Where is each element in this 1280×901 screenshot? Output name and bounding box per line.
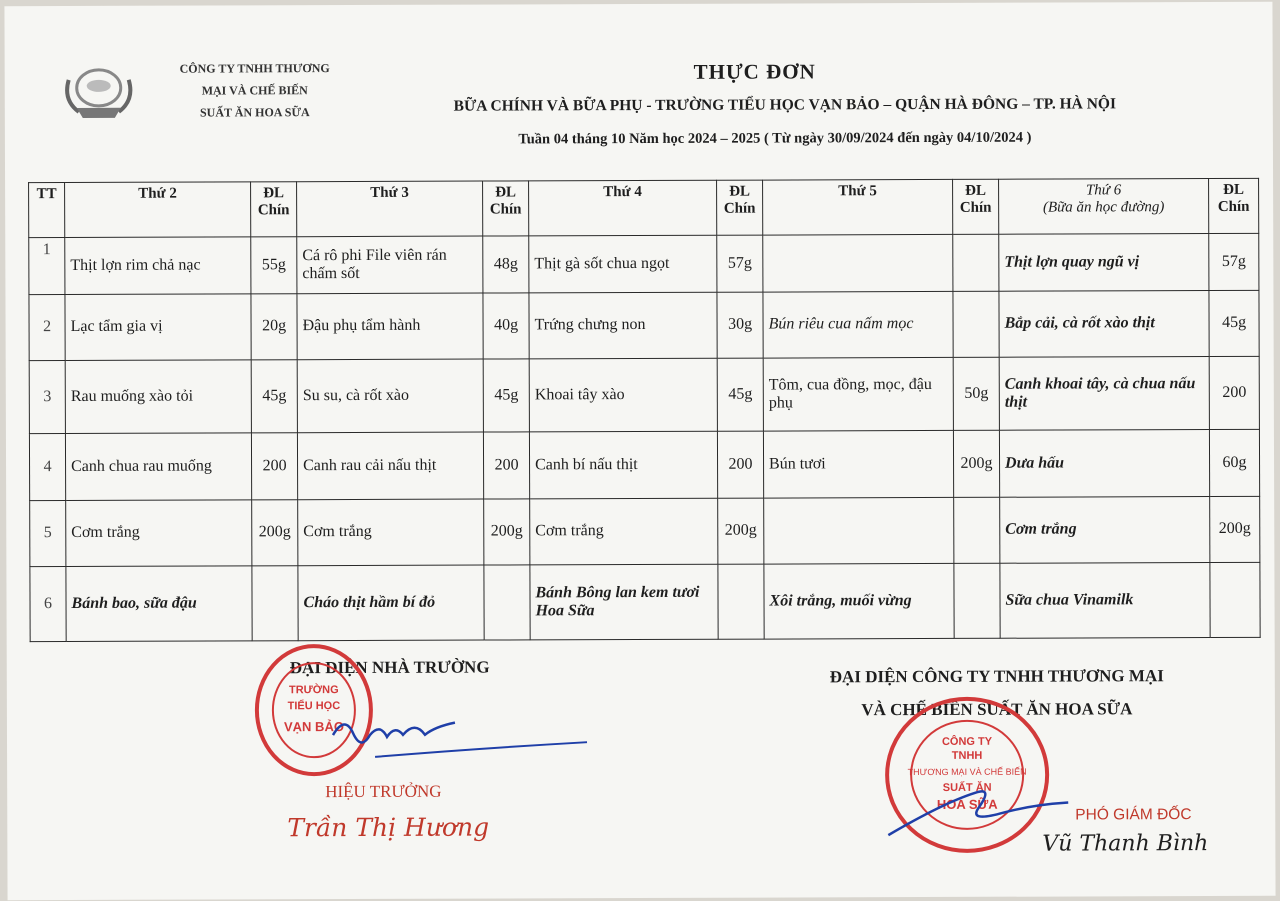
header-dl: [953, 179, 999, 234]
portion-cell: 45g: [717, 358, 763, 431]
menu-document: [4, 2, 1275, 900]
portion-cell: [1210, 563, 1260, 638]
dl-label: ĐL: [965, 182, 987, 199]
company-line: CÔNG TY TNHH THƯƠNG: [179, 61, 330, 76]
portion-cell: [718, 564, 764, 639]
portion-cell: 57g: [1209, 233, 1259, 290]
row-number: 6: [30, 567, 66, 642]
dish-cell: Cơm trắng: [298, 499, 484, 566]
row-number: 5: [30, 500, 66, 567]
portion-cell: 200: [483, 432, 529, 499]
svg-text:VẠN BẢO: VẠN BẢO: [283, 719, 344, 735]
page-subtitle: BỮA CHÍNH VÀ BỮA PHỤ - TRƯỜNG TIỂU HỌC VẠN BẢO – QUẬN HÀ ĐÔNG – TP. HÀ NỘI: [453, 95, 1117, 115]
dish-cell: [764, 497, 954, 564]
dl-label: ĐL: [495, 184, 517, 201]
dish-cell: Canh rau cải nấu thịt: [297, 432, 483, 499]
portion-cell: 40g: [483, 292, 529, 359]
dl-label: Chín: [959, 199, 992, 216]
dish-cell: Thịt lợn quay ngũ vị: [999, 234, 1209, 291]
dish-cell: Cơm trắng: [530, 498, 718, 565]
dish-cell: Trứng chưng non: [529, 292, 717, 359]
table-row: [29, 233, 1259, 294]
portion-cell: [954, 563, 1000, 638]
dish-cell: Lạc tẩm gia vị: [65, 293, 251, 360]
table-row: [29, 357, 1259, 434]
day6-note: (Bữa ăn học đường): [1042, 199, 1165, 216]
row-number: 4: [29, 433, 65, 500]
header-day-6: [999, 179, 1209, 235]
dl-label: ĐL: [263, 185, 285, 202]
portion-cell: 50g: [953, 357, 999, 430]
portion-cell: [484, 565, 530, 640]
portion-cell: 30g: [717, 292, 763, 359]
svg-text:TNHH: TNHH: [951, 749, 983, 762]
header-day: Thứ 4: [529, 180, 717, 236]
header-tt: TT: [29, 183, 65, 238]
dish-cell: Bún tươi: [763, 430, 953, 497]
portion-cell: 57g: [717, 235, 763, 292]
dish-cell: Su su, cà rốt xào: [297, 359, 483, 432]
company-rep-line: VÀ CHẾ BIẾN SUẤT ĂN HOA SỮA: [861, 699, 1133, 720]
portion-cell: 200g: [252, 499, 298, 566]
svg-text:HOA SỮA: HOA SỮA: [936, 796, 998, 812]
row-number: 3: [29, 361, 65, 434]
dish-cell: Cá rô phi File viên rán chấm sốt: [297, 236, 483, 293]
portion-cell: 200g: [953, 430, 999, 497]
dish-cell: Bánh bao, sữa đậu: [66, 566, 252, 641]
day6-label: Thứ 6: [1085, 182, 1122, 199]
header-day: Thứ 2: [65, 182, 251, 238]
vice-director-label: PHÓ GIÁM ĐỐC: [1075, 806, 1192, 824]
portion-cell: 45g: [483, 359, 529, 432]
header-dl: [483, 181, 529, 236]
dish-cell: Bắp cải, cà rốt xào thịt: [999, 290, 1209, 357]
dish-cell: Cháo thịt hầm bí đỏ: [298, 565, 484, 640]
company-logo-icon: [57, 60, 141, 126]
table-row: [30, 563, 1260, 642]
vice-director-name: Vũ Thanh Bình: [1042, 831, 1209, 857]
dl-label: Chín: [1217, 198, 1250, 215]
portion-cell: 20g: [251, 293, 297, 360]
principal-name: Trần Thị Hương: [287, 812, 490, 843]
dish-cell: Xôi trắng, muối vừng: [764, 564, 954, 639]
dish-cell: Rau muống xào tỏi: [65, 360, 251, 433]
svg-text:THƯƠNG MẠI VÀ CHẾ BIẾN: THƯƠNG MẠI VÀ CHẾ BIẾN: [907, 766, 1027, 778]
portion-cell: [953, 234, 999, 291]
dl-label: Chín: [723, 200, 756, 217]
portion-cell: [252, 566, 298, 641]
dish-cell: Thịt gà sốt chua ngọt: [529, 235, 717, 292]
header-dl: [251, 182, 297, 237]
dish-cell: Bánh Bông lan kem tươi Hoa Sữa: [530, 564, 718, 639]
svg-text:CÔNG TY: CÔNG TY: [941, 735, 993, 748]
portion-cell: 200: [1209, 357, 1259, 430]
dish-cell: Bún riêu cua nấm mọc: [763, 291, 953, 358]
header-dl: [1209, 178, 1259, 233]
page-title: THỰC ĐƠN: [693, 59, 816, 84]
week-range: Tuần 04 tháng 10 Năm học 2024 – 2025 ( Từ ngày 30/09/2024 đến ngày 04/10/2024 ): [518, 129, 1032, 148]
portion-cell: 60g: [1209, 429, 1259, 496]
dish-cell: Đậu phụ tẩm hành: [297, 293, 483, 360]
header-day: Thứ 5: [763, 179, 953, 235]
svg-text:TIỂU HỌC: TIỂU HỌC: [287, 700, 341, 713]
dish-cell: Dưa hấu: [999, 429, 1209, 496]
row-number: 2: [29, 294, 65, 361]
company-name: [155, 57, 355, 124]
portion-cell: 45g: [251, 360, 297, 433]
table-header-row: [29, 178, 1259, 237]
principal-label: HIỆU TRƯỞNG: [325, 781, 442, 802]
svg-text:TRƯỜNG: TRƯỜNG: [288, 684, 339, 697]
dish-cell: [763, 234, 953, 291]
dl-label: Chín: [489, 201, 522, 218]
portion-cell: [953, 291, 999, 358]
portion-cell: 200g: [718, 498, 764, 565]
portion-cell: 200g: [484, 498, 530, 565]
portion-cell: 200g: [1210, 496, 1260, 563]
school-representative-title: ĐẠI DIỆN NHÀ TRƯỜNG: [289, 657, 490, 678]
dish-cell: Canh khoai tây, cà chua nấu thịt: [999, 357, 1209, 430]
company-line: MẠI VÀ CHẾ BIẾN: [201, 83, 308, 98]
principal-signature: [325, 704, 595, 775]
dl-label: ĐL: [1223, 181, 1245, 198]
portion-cell: 200: [717, 431, 763, 498]
table-row: [30, 496, 1260, 567]
dl-label: Chín: [257, 202, 290, 219]
dish-cell: Cơm trắng: [66, 499, 252, 566]
table-row: [29, 290, 1259, 361]
portion-cell: 200: [251, 433, 297, 500]
svg-text:SUẤT ĂN: SUẤT ĂN: [942, 781, 992, 794]
dish-cell: Canh bí nấu thịt: [529, 431, 717, 498]
menu-table: [28, 178, 1261, 642]
company-line: SUẤT ĂN HOA SỮA: [199, 105, 310, 120]
row-number: 1: [29, 238, 65, 295]
portion-cell: 45g: [1209, 290, 1259, 357]
dish-cell: Canh chua rau muống: [65, 433, 251, 500]
table-row: [29, 429, 1259, 500]
dl-label: ĐL: [729, 183, 751, 200]
portion-cell: 48g: [483, 236, 529, 293]
dish-cell: Tôm, cua đồng, mọc, đậu phụ: [763, 358, 953, 431]
portion-cell: 55g: [251, 237, 297, 294]
dish-cell: Sữa chua Vinamilk: [1000, 563, 1210, 638]
portion-cell: [954, 497, 1000, 564]
company-rep-line: ĐẠI DIỆN CÔNG TY TNHH THƯƠNG MẠI: [829, 666, 1164, 687]
dish-cell: Khoai tây xào: [529, 358, 717, 431]
header-dl: [717, 180, 763, 235]
header-day: Thứ 3: [297, 181, 483, 237]
dish-cell: Cơm trắng: [1000, 496, 1210, 563]
dish-cell: Thịt lợn rim chả nạc: [65, 237, 251, 294]
